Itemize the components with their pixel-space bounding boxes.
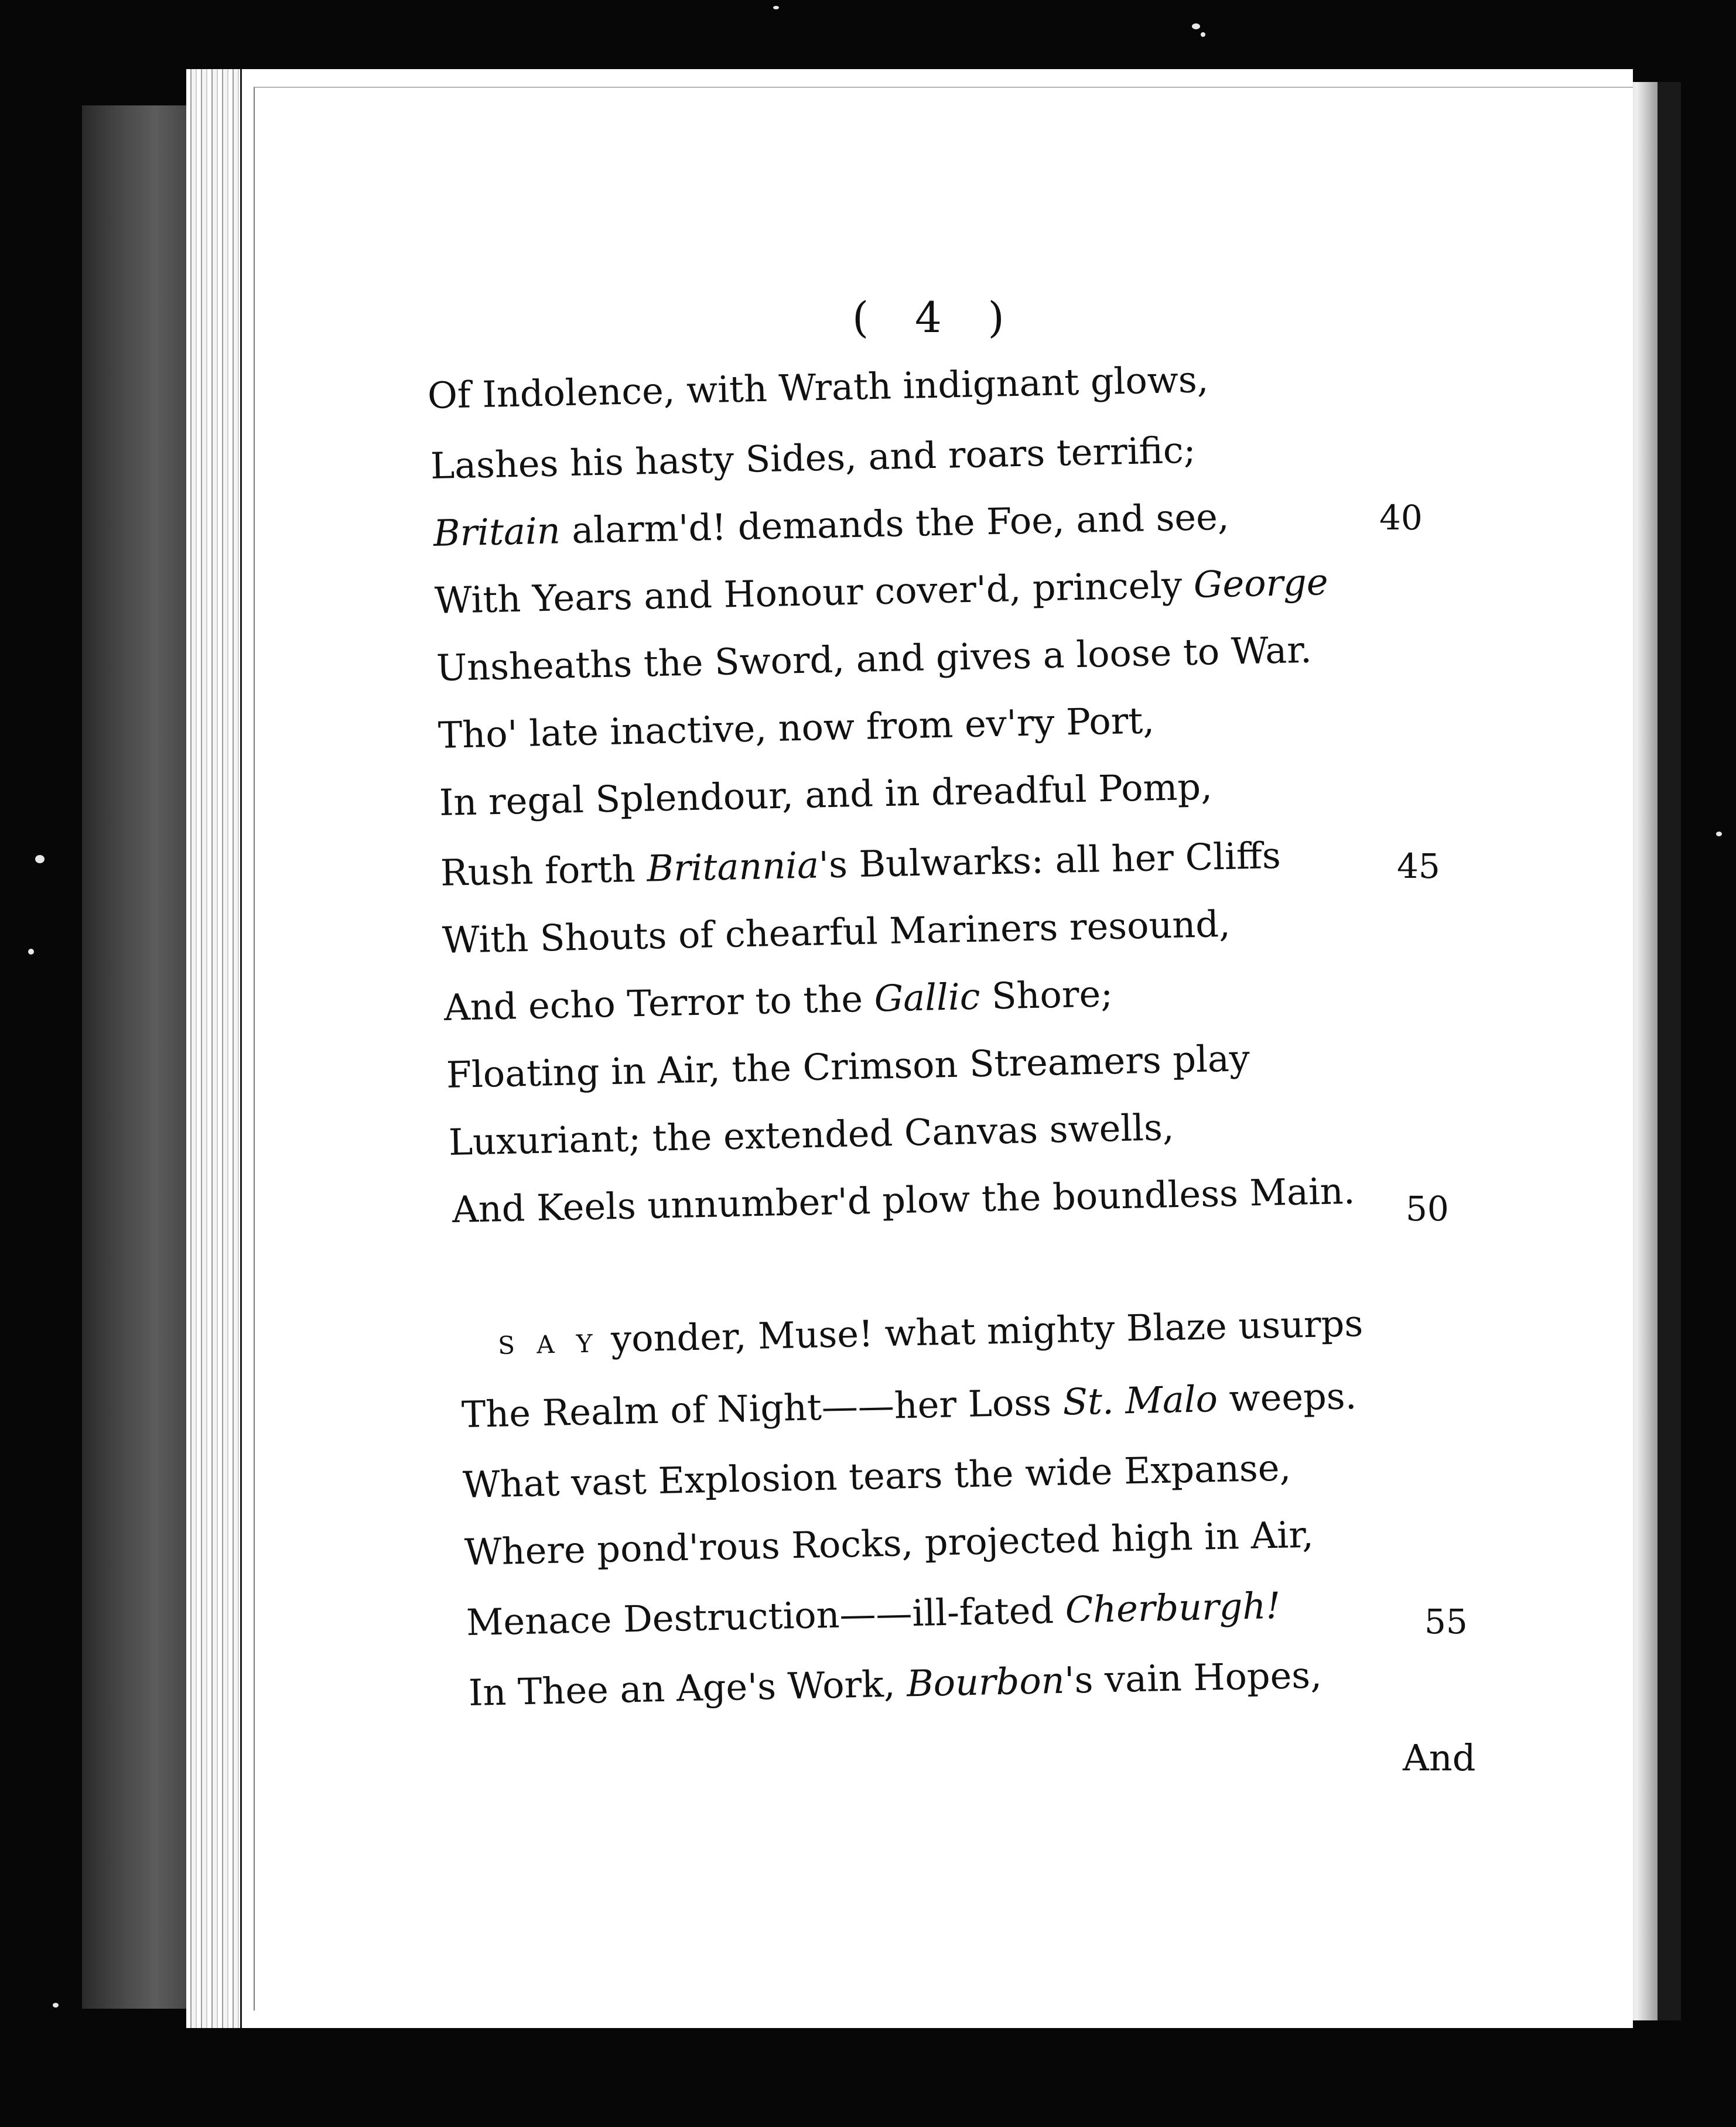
facing-page-shadow (1658, 82, 1681, 2020)
roman-text: Floating in Air, the Crimson Streamers play (446, 1037, 1250, 1096)
line-number: 50 (1406, 1189, 1449, 1229)
roman-text: With Years and Honour cover'd, princely (434, 563, 1194, 622)
roman-text: With Shouts of chearful Mariners resound, (442, 902, 1231, 962)
catchword: And (1403, 1736, 1476, 1779)
italic-text: Britannia (646, 843, 819, 890)
background-speck (28, 949, 34, 955)
background-speck (1201, 32, 1205, 37)
background-speck (773, 6, 779, 9)
background-speck (35, 855, 45, 863)
roman-text: Where pond'rous Rocks, projected high in Air, (464, 1513, 1314, 1574)
italic-text: Cherburgh! (1064, 1584, 1281, 1632)
roman-text: In regal Splendour, and in dreadful Pomp, (439, 765, 1213, 824)
line-number: 55 (1424, 1602, 1468, 1642)
roman-text: What vast Explosion tears the wide Expanse, (462, 1446, 1291, 1506)
roman-text: Unsheaths the Sword, and gives a loose to War. (436, 628, 1313, 689)
roman-text: Rush forth (440, 847, 648, 894)
roman-text: yonder, Muse! what mighty Blaze usurps (599, 1302, 1363, 1361)
page-number: ( 4 ) (852, 293, 1021, 342)
background-speck (1716, 832, 1722, 836)
italic-text: Britain (433, 509, 561, 555)
italic-text: St. Malo (1062, 1377, 1218, 1424)
roman-text: 's Bulwarks: all her Cliffs (818, 833, 1282, 887)
line-number: 45 (1397, 846, 1440, 886)
roman-text: Of Indolence, with Wrath indignant glows, (427, 358, 1209, 417)
roman-text: 's vain Hopes, (1064, 1653, 1322, 1702)
roman-text: And echo Terror to the (443, 977, 875, 1029)
italic-text: Gallic (873, 974, 981, 1020)
background-speck (53, 2003, 59, 2008)
roman-text: alarm'd! demands the Foe, and see, (559, 495, 1230, 552)
roman-text: Tho' late inactive, now from ev'ry Port, (438, 699, 1155, 757)
roman-text: Lashes his hasty Sides, and roars terrific; (430, 428, 1197, 487)
roman-text: Luxuriant; the extended Canvas swells, (448, 1106, 1175, 1164)
small-caps-text: S A Y (497, 1329, 600, 1360)
roman-text: In Thee an Age's Work, (468, 1662, 907, 1714)
line-number: 40 (1379, 498, 1423, 538)
italic-text: Bourbon (906, 1658, 1065, 1705)
background-speck (1192, 23, 1200, 29)
roman-text: Shore; (979, 972, 1113, 1018)
italic-text: George (1193, 560, 1329, 606)
roman-text: The Realm of Night——her Loss (461, 1380, 1064, 1436)
roman-text: weeps. (1217, 1374, 1357, 1420)
roman-text: And Keels unnumber'd plow the boundless Main. (452, 1169, 1356, 1231)
roman-text: Menace Destruction——ill-fated (466, 1588, 1066, 1644)
